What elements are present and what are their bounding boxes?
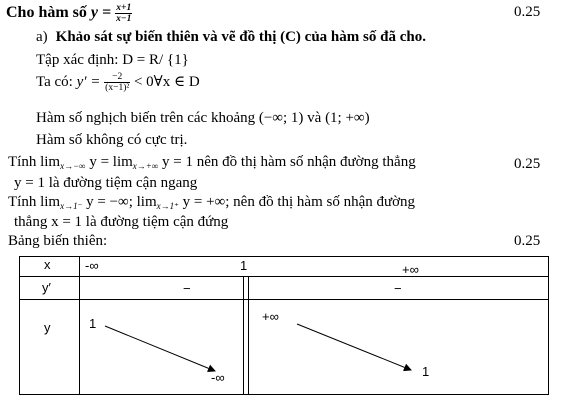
limit1-a: Tính lim xyxy=(8,154,61,170)
header-score: 0.25 xyxy=(514,4,541,20)
limit1-sub1: x→−∞ xyxy=(60,161,86,171)
limit2-c: y = +∞; nên đồ thị hàm số nhận đường xyxy=(178,194,416,210)
y-left-start: 1 xyxy=(89,316,97,331)
table-score: 0.25 xyxy=(514,233,541,249)
table-border xyxy=(20,257,549,395)
variation-table-grid xyxy=(19,256,549,396)
domain-line: Tập xác định: D = R/ {1} xyxy=(36,52,189,68)
function-lhs: y = xyxy=(90,4,116,22)
part-a-label: a) xyxy=(36,29,48,45)
limit2-sub2: x→1⁺ xyxy=(156,201,179,211)
row-label-y: y xyxy=(44,320,51,335)
decreasing-line: Hàm số nghịch biến trên các khoảng (−∞; 1) và (1; +∞) xyxy=(36,110,370,126)
derivative-sign-left: − xyxy=(183,281,191,296)
limit1-c: y = 1 nên đồ thị hàm số nhận đường thẳng xyxy=(158,154,416,170)
y-right-end: 1 xyxy=(422,364,430,379)
no-extrema-line: Hàm số không có cực trị. xyxy=(36,132,188,148)
y-left-end: -∞ xyxy=(211,370,225,385)
x-pos-infinity: +∞ xyxy=(402,262,419,277)
limit1-score: 0.25 xyxy=(514,156,541,172)
limit2-b: y = −∞; lim xyxy=(82,194,157,210)
decreasing-arrow-left xyxy=(105,326,215,371)
table-title: Bảng biến thiên: xyxy=(8,233,108,249)
y-right-start: +∞ xyxy=(262,309,279,324)
limit2-sub1: x→1⁻ xyxy=(60,201,83,211)
problem-statement xyxy=(6,3,132,24)
derivative-numerator: −2 xyxy=(104,72,130,83)
statement-prefix: Cho hàm số xyxy=(6,4,91,22)
derivative-rhs: < 0∀x ∈ D xyxy=(130,74,200,90)
derivative-fraction xyxy=(104,72,130,93)
fraction-denominator: x−1 xyxy=(116,14,132,24)
derivative-prefix: Ta có: xyxy=(36,74,77,90)
limit1-continuation: y = 1 là đường tiệm cận ngang xyxy=(14,175,198,191)
x-neg-infinity: -∞ xyxy=(85,258,99,273)
part-a xyxy=(36,29,426,46)
derivative-sign-right: − xyxy=(394,281,402,296)
derivative-line xyxy=(36,72,200,93)
derivative-lhs: y′ = xyxy=(76,74,105,90)
row-label-yprime: y′ xyxy=(42,280,51,295)
limit1-sub2: x→+∞ xyxy=(132,161,159,171)
limit-vertical-line xyxy=(8,194,415,212)
variation-table xyxy=(19,256,549,396)
fraction-numerator: x+1 xyxy=(116,3,132,13)
part-a-text: Khảo sát sự biến thiên và vẽ đồ thị (C) của hàm số đã cho. xyxy=(55,29,426,45)
limit2-a: Tính lim xyxy=(8,194,61,210)
row-label-x: x xyxy=(44,257,51,272)
derivative-denominator: (x−1)² xyxy=(105,83,130,94)
limit2-continuation: thẳng x = 1 là đường tiệm cận đứng xyxy=(14,214,229,230)
decreasing-arrow-right xyxy=(297,324,411,370)
limit-horizontal-line xyxy=(8,154,416,171)
limit1-b: y = lim xyxy=(85,154,133,170)
x-one: 1 xyxy=(240,258,248,273)
function-fraction xyxy=(115,3,132,24)
